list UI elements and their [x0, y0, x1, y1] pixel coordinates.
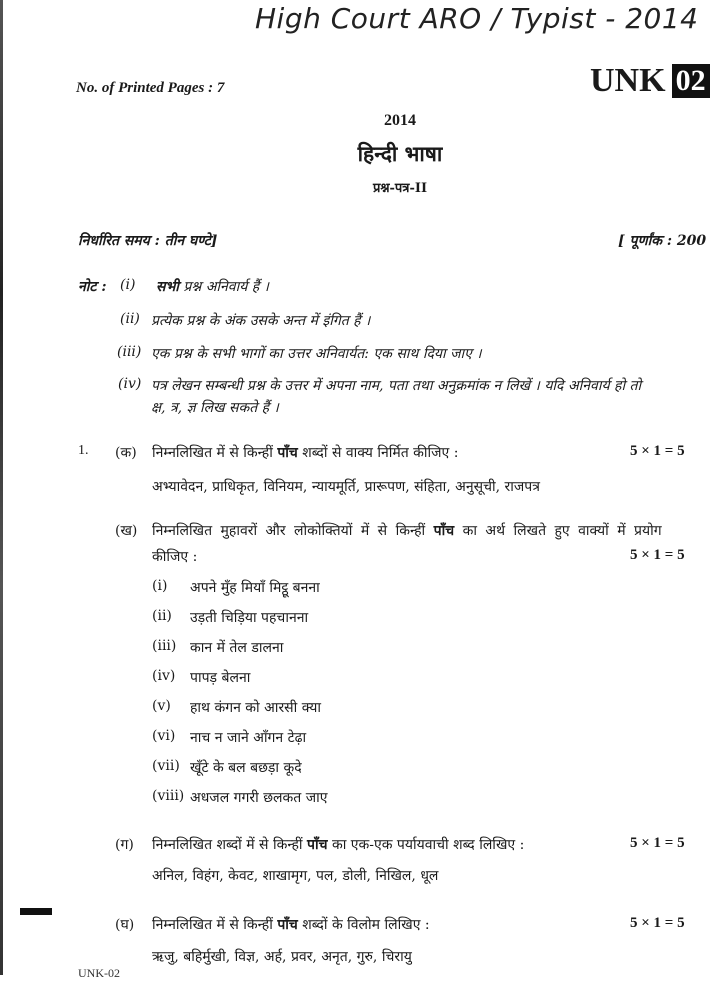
time-allowed: निर्धारित समय : तीन घण्टे]: [78, 233, 218, 249]
idiom-text: खूँटे के बल बछड़ा कूदे: [190, 760, 302, 776]
note-text: एक प्रश्न के सभी भागों का उत्तर अनिवार्यत: एक साथ दिया जाए ।: [151, 346, 482, 362]
note-text: [156, 277, 269, 296]
idiom-number: (vi): [152, 728, 176, 744]
part-kha-marks: 5 × 1 = 5: [630, 547, 685, 563]
instruction-emphasis: पाँच: [307, 837, 328, 853]
note-label: नोट :: [78, 279, 107, 295]
note-number: (i): [120, 277, 136, 293]
footer-paper-code: UNK-02: [78, 966, 120, 980]
idiom-text: उड़ती चिड़िया पहचानना: [190, 610, 309, 626]
part-gha-marks: 5 × 1 = 5: [630, 915, 685, 931]
question-number: 1.: [78, 443, 89, 458]
idiom-text: हाथ कंगन को आरसी क्या: [190, 700, 321, 716]
part-ka-instruction: [152, 443, 458, 462]
idiom-text: नाच न जाने आँगन टेढ़ा: [190, 730, 307, 746]
paper-code-number: 02: [672, 64, 710, 98]
part-kha-instruction-end: कीजिए :: [152, 549, 198, 565]
instruction-text: शब्दों से वाक्य निर्मित कीजिए :: [302, 445, 459, 461]
instruction-text: निम्नलिखित में से किन्हीं: [152, 445, 273, 461]
max-marks: [ पूर्णांक : 200: [618, 233, 707, 249]
exam-year: 2014: [384, 112, 416, 129]
part-gha-words: ऋजु, बहिर्मुखी, विज्ञ, अर्ह, प्रवर, अनृत, गुरु, चिरायु: [152, 949, 412, 965]
part-kha-instruction: [152, 521, 662, 540]
part-gha-instruction: [152, 915, 430, 934]
instruction-text: का एक-एक पर्यायवाची शब्द लिखिए :: [331, 837, 525, 853]
note-number: (iv): [118, 376, 142, 392]
idiom-text: अधजल गगरी छलकत जाए: [190, 790, 328, 806]
idiom-text: अपने मुँह मियाँ मिट्ठू बनना: [190, 580, 320, 596]
printed-pages-label: No. of Printed Pages : 7: [76, 80, 225, 96]
part-label-gha: (घ): [115, 917, 135, 933]
paper-title: हिन्दी भाषा: [357, 141, 443, 166]
instruction-emphasis: पाँच: [433, 523, 455, 539]
idiom-number: (i): [152, 578, 168, 594]
idiom-number: (iii): [152, 638, 177, 654]
scan-artifact-bar: [20, 908, 52, 915]
note-number: (iii): [117, 344, 142, 360]
idiom-number: (vii): [152, 758, 180, 774]
part-label-ga: (ग): [115, 837, 134, 853]
paper-number: प्रश्न-पत्र-II: [372, 181, 428, 196]
handwritten-note: High Court ARO / Typist - 2014: [255, 2, 699, 35]
note-number: (ii): [120, 311, 140, 327]
note-text-continued: क्ष, त्र, ज्ञ लिख सकते हैं ।: [151, 400, 279, 416]
note-emphasis: सभी: [156, 279, 179, 295]
instruction-text: शब्दों के विलोम लिखिए :: [302, 917, 430, 933]
idiom-number: (viii): [152, 788, 185, 804]
instruction-text: का अर्थ लिखते हुए वाक्यों में प्रयोग: [462, 523, 662, 539]
idiom-text: कान में तेल डालना: [190, 640, 284, 656]
note-text: पत्र लेखन सम्बन्धी प्रश्न के उत्तर में अपना नाम, पता तथा अनुक्रमांक न लिखें । यदि अनिवार्य हो तो: [151, 378, 642, 394]
part-label-kha: (ख): [115, 523, 138, 539]
idiom-text: पापड़ बेलना: [190, 670, 251, 686]
note-text-body: प्रश्न अनिवार्य हैं ।: [183, 279, 269, 295]
paper-code: [590, 62, 710, 100]
note-text: प्रत्येक प्रश्न के अंक उसके अन्त में इंगित हैं ।: [151, 313, 371, 329]
idiom-number: (ii): [152, 608, 172, 624]
idiom-number: (iv): [152, 668, 176, 684]
instruction-text: निम्नलिखित में से किन्हीं: [152, 917, 273, 933]
part-ka-marks: 5 × 1 = 5: [630, 443, 685, 459]
instruction-emphasis: पाँच: [277, 917, 298, 933]
idiom-number: (v): [152, 698, 171, 714]
part-ka-words: अभ्यावेदन, प्राधिकृत, विनियम, न्यायमूर्ति, प्रारूपण, संहिता, अनुसूची, राजपत्र: [152, 479, 540, 495]
part-ga-instruction: [152, 835, 524, 854]
part-label-ka: (क): [115, 445, 137, 461]
part-ga-words: अनिल, विहंग, केवट, शाखामृग, पल, डोली, निखिल, धूल: [152, 868, 439, 884]
instruction-text: निम्नलिखित शब्दों में से किन्हीं: [152, 837, 303, 853]
paper-code-text: UNK: [590, 62, 666, 99]
instruction-text: निम्नलिखित मुहावरों और लोकोक्तियों में से किन्हीं: [152, 523, 426, 539]
instruction-emphasis: पाँच: [277, 445, 298, 461]
part-ga-marks: 5 × 1 = 5: [630, 835, 685, 851]
